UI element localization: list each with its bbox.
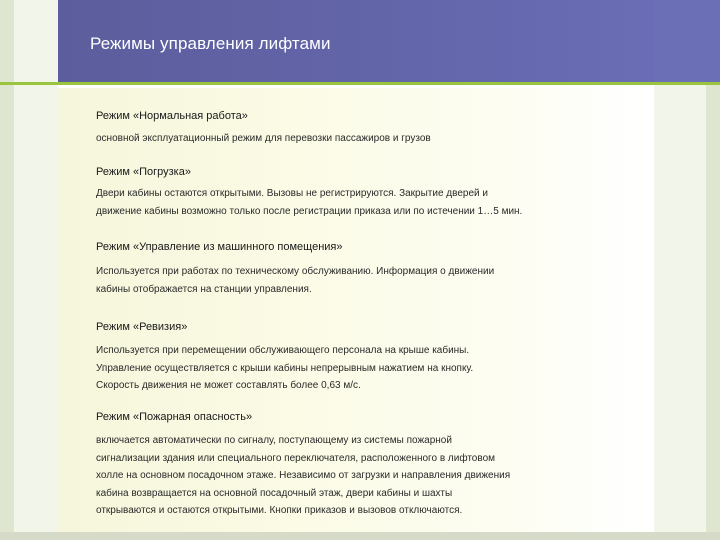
description-line: включается автоматически по сигналу, поступающему из системы пожарной — [96, 435, 452, 446]
description-line: холле на основном посадочном этаже. Независимо от загрузки и направления движения — [96, 470, 511, 481]
mode-machine-room — [96, 240, 596, 298]
mode-heading: Режим «Пожарная опасность» — [96, 411, 253, 423]
mode-description — [96, 432, 596, 520]
description-line: кабины отображается на станции управления. — [96, 283, 312, 295]
description-line: сигнализации здания или специального переключателя, расположенного в лифтовом — [96, 452, 496, 464]
description-line: кабина возвращается на основной посадочный этаж, двери кабины и шахты — [96, 487, 453, 499]
left-decor-band-inner — [14, 0, 58, 540]
mode-description — [96, 185, 596, 220]
mode-description — [96, 342, 596, 395]
mode-description — [96, 130, 596, 148]
description-line: основной эксплуатационный режим для перевозки пассажиров и грузов — [96, 133, 431, 144]
mode-heading: Режим «Погрузка» — [96, 166, 191, 178]
mode-normal — [96, 109, 596, 148]
mode-description — [96, 263, 596, 298]
slide-title: Режимы управления лифтами — [90, 34, 331, 53]
bottom-rule — [0, 532, 720, 540]
left-decor-band — [0, 0, 14, 540]
description-line: Двери кабины остаются открытыми. Вызовы не регистрируются. Закрытие дверей и — [96, 188, 488, 199]
mode-inspection — [96, 320, 596, 395]
mode-heading: Режим «Ревизия» — [96, 321, 188, 333]
description-line: открываются и остаются открытыми. Кнопки приказов и вызовов отключаются. — [96, 505, 463, 516]
title-bar-extension — [654, 0, 720, 84]
description-line: Используется при перемещении обслуживающего персонала на крыше кабины. — [96, 345, 470, 356]
mode-heading: Режим «Нормальная работа» — [96, 110, 248, 122]
mode-fire-hazard — [96, 410, 596, 520]
accent-rule — [0, 82, 720, 85]
description-line: Используется при работах по техническому обслуживанию. Информация о движении — [96, 266, 495, 277]
description-line: Управление осуществляется с крыши кабины непрерывным нажатием на кнопку. — [96, 362, 474, 374]
mode-heading: Режим «Управление из машинного помещения» — [96, 241, 343, 253]
description-line: движение кабины возможно только после регистрации приказа или по истечении 1…5 мин. — [96, 205, 523, 217]
description-line: Скорость движения не может составлять более 0,63 м/с. — [96, 380, 361, 391]
mode-loading — [96, 165, 596, 220]
